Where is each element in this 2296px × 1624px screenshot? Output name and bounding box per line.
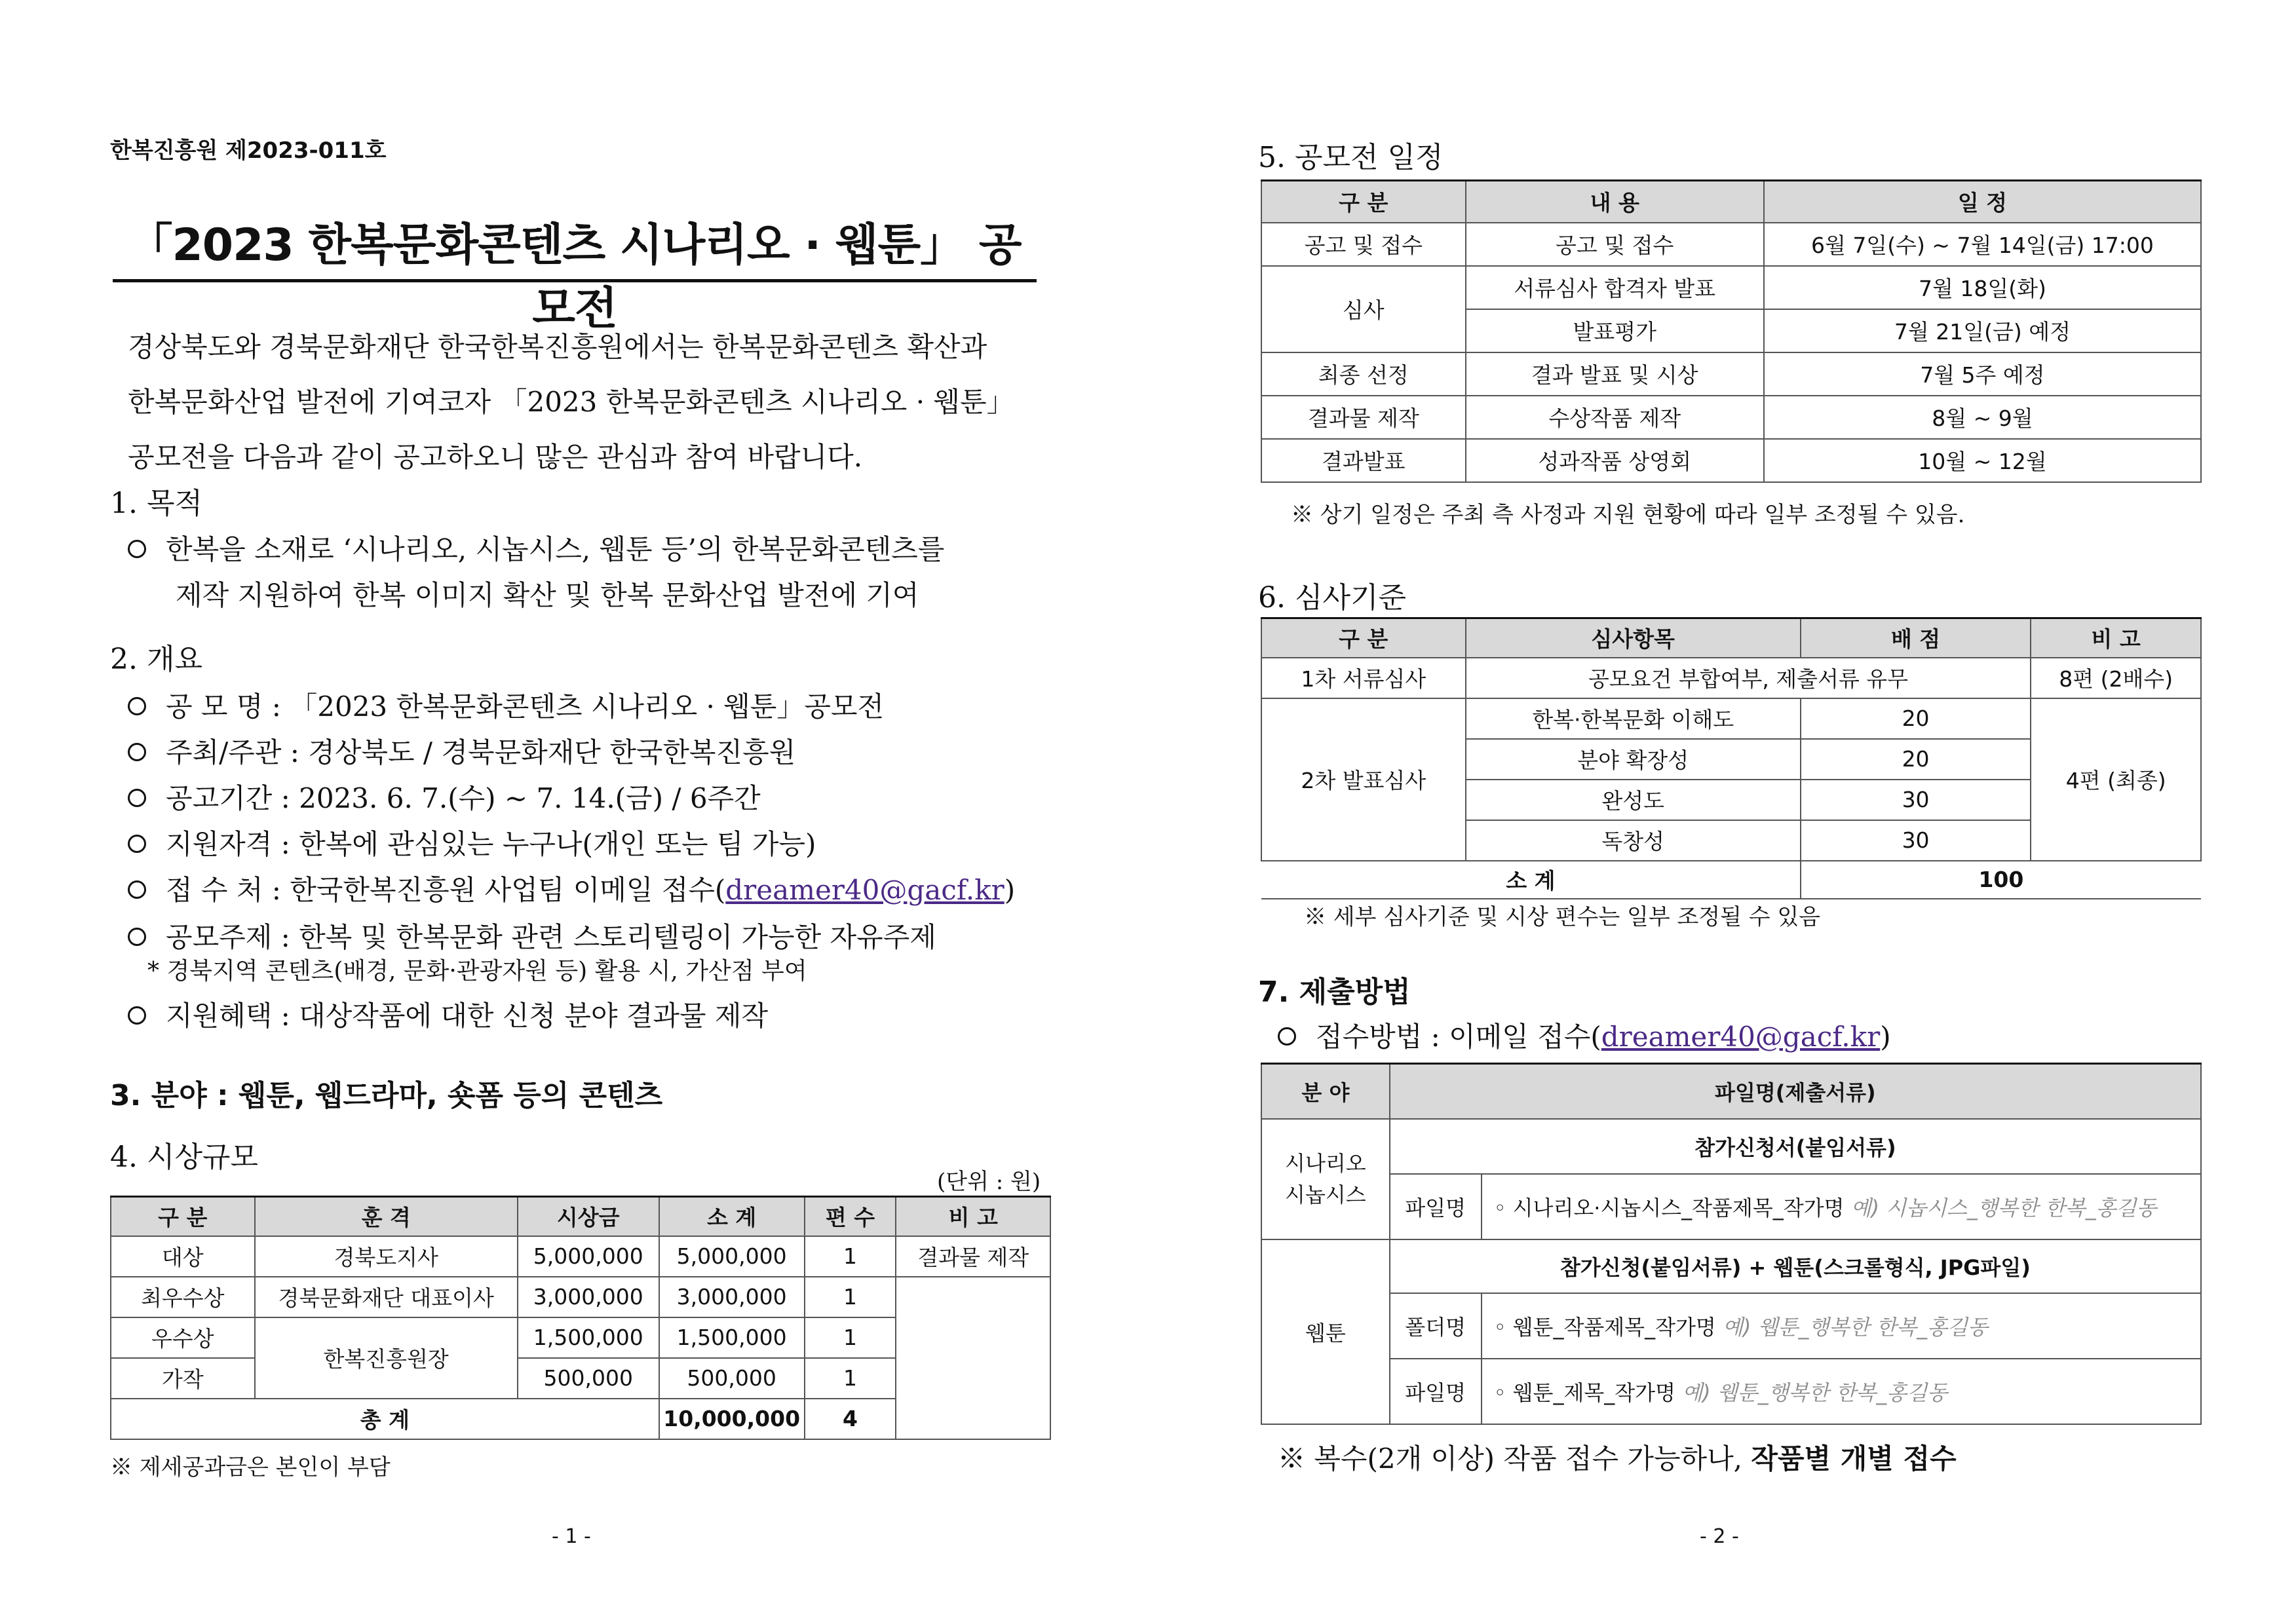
prize-table	[110, 1196, 1051, 1440]
prize-header: 시상금	[518, 1197, 659, 1236]
table-cell: 우수상	[111, 1317, 255, 1358]
table-row	[1261, 658, 2201, 698]
scenario-category: 시나리오 시놉시스	[1261, 1119, 1390, 1239]
table-cell: 대상	[111, 1236, 255, 1277]
overview-item-reception: 접 수 처 : 한국한복진흥원 사업팀 이메일 접수(dreamer40@gacf.kr)	[128, 869, 1015, 908]
schedule-header: 구 분	[1261, 181, 1466, 223]
circle-bullet-icon	[1278, 1027, 1296, 1046]
criteria-note: ※ 세부 심사기준 및 시상 편수는 일부 조정될 수 있음	[1304, 904, 1821, 930]
intro-line-2: 한복문화산업 발전에 기여코자 「2023 한복문화콘텐츠 시나리오 · 웹툰」	[128, 386, 1014, 418]
intro-line-3: 공모전을 다음과 같이 공고하오니 많은 관심과 참여 바랍니다.	[128, 441, 863, 473]
purpose-line-1: 한복을 소재로 ‘시나리오, 시놉시스, 웹툰 등’의 한복문화콘텐츠를	[128, 528, 944, 567]
overview-item: 주최/주관 : 경상북도 / 경북문화재단 한국한복진흥원	[128, 731, 795, 770]
criteria-header: 구 분	[1261, 618, 1466, 658]
total-row	[1261, 861, 2201, 899]
table-cell: 서류심사 합격자 발표	[1466, 266, 1764, 309]
total-label: 소 계	[1261, 861, 1801, 899]
criteria-header: 배 점	[1801, 618, 2031, 658]
table-cell: 3,000,000	[659, 1277, 805, 1317]
file-label: 파일명	[1390, 1359, 1482, 1424]
submission-method: 접수방법 : 이메일 접수(dreamer40@gacf.kr)	[1278, 1015, 1891, 1055]
table-cell: 심사	[1261, 266, 1466, 352]
table-cell: 완성도	[1466, 780, 1801, 820]
table-cell: 1차 서류심사	[1261, 658, 1466, 698]
circle-bullet-icon	[128, 743, 146, 761]
table-cell: 7월 21일(금) 예정	[1764, 309, 2201, 352]
table-row	[1261, 1174, 2201, 1239]
tax-note: ※ 제세공과금은 본인이 부담	[110, 1454, 391, 1481]
table-cell: 30	[1801, 780, 2031, 820]
overview-item: 지원자격 : 한복에 관심있는 누구나(개인 또는 팀 가능)	[128, 823, 816, 862]
submission-email-link[interactable]: dreamer40@gacf.kr	[1601, 1021, 1881, 1053]
table-cell: 8월 ~ 9월	[1764, 396, 2201, 439]
circle-bullet-icon	[128, 835, 146, 853]
table-cell: 한복진흥원장	[255, 1317, 518, 1399]
total-count: 4	[805, 1399, 896, 1439]
table-row	[111, 1277, 1050, 1317]
table-cell: 500,000	[659, 1358, 805, 1399]
table-cell: 5,000,000	[518, 1236, 659, 1277]
table-row	[111, 1236, 1050, 1277]
section-7-heading: 7. 제출방법	[1258, 975, 1411, 1009]
file-label: 파일명	[1390, 1174, 1482, 1239]
table-cell: 최종 선정	[1261, 352, 1466, 396]
webtoon-file-name: ◦ 웹툰_제목_작가명 예) 웹툰_행복한 한복_홍길동	[1482, 1359, 2201, 1424]
table-row	[1261, 698, 2201, 739]
page-number: - 1 -	[552, 1525, 591, 1548]
table-cell: 공고 및 접수	[1466, 223, 1764, 266]
webtoon-category: 웹툰	[1261, 1239, 1390, 1424]
table-cell: 1	[805, 1317, 896, 1358]
table-cell: 경북문화재단 대표이사	[255, 1277, 518, 1317]
example-text: 예) 시놉시스_행복한 한복_홍길동	[1850, 1195, 2157, 1220]
circle-bullet-icon	[128, 928, 146, 946]
table-cell: 공모요건 부합여부, 제출서류 유무	[1466, 658, 2031, 698]
circle-bullet-icon	[128, 880, 146, 899]
table-cell: 한복·한복문화 이해도	[1466, 698, 1801, 739]
circle-bullet-icon	[128, 1006, 146, 1025]
prize-header: 소 계	[659, 1197, 805, 1236]
page-title: 「2023 한복문화콘텐츠 시나리오 · 웹툰」 공모전	[128, 219, 1022, 335]
submission-header: 분 야	[1261, 1064, 1390, 1119]
table-row	[1261, 396, 2201, 439]
table-cell: 1	[805, 1277, 896, 1317]
section-2-heading: 2. 개요	[110, 643, 202, 676]
table-row	[1261, 352, 2201, 396]
document-number: 한복진흥원 제2023-011호	[110, 138, 387, 164]
purpose-line-2: 제작 지원하여 한복 이미지 확산 및 한복 문화산업 발전에 기여	[176, 579, 919, 611]
table-cell: 3,000,000	[518, 1277, 659, 1317]
schedule-table	[1261, 179, 2202, 483]
total-score: 100	[1801, 861, 2201, 899]
example-text: 예) 웹툰_행복한 한복_홍길동	[1723, 1314, 1988, 1340]
section-4-heading: 4. 시상규모	[110, 1141, 258, 1174]
webtoon-document: 참가신청(붙임서류) + 웹툰(스크롤형식, JPG파일)	[1390, 1239, 2201, 1293]
intro-line-1: 경상북도와 경북문화재단 한국한복진흥원에서는 한복문화콘텐츠 확산과	[128, 331, 987, 363]
submission-table	[1261, 1063, 2202, 1425]
table-cell: 최우수상	[111, 1277, 255, 1317]
criteria-header: 심사항목	[1466, 618, 1801, 658]
table-cell: 수상작품 제작	[1466, 396, 1764, 439]
table-row	[1261, 1119, 2201, 1174]
scenario-document: 참가신청서(붙임서류)	[1390, 1119, 2201, 1174]
title-underline	[113, 279, 1037, 282]
table-cell: 10월 ~ 12월	[1764, 439, 2201, 482]
schedule-note: ※ 상기 일정은 주최 측 사정과 지원 현황에 따라 일부 조정될 수 있음.	[1291, 502, 1965, 528]
table-cell: 공고 및 접수	[1261, 223, 1466, 266]
overview-item: 공 모 명 : 「2023 한복문화콘텐츠 시나리오 · 웹툰」공모전	[128, 685, 884, 725]
table-cell: 5,000,000	[659, 1236, 805, 1277]
table-cell: 경북도지사	[255, 1236, 518, 1277]
table-cell: 20	[1801, 698, 2031, 739]
table-cell: 결과물 제작	[1261, 396, 1466, 439]
table-cell: 결과 발표 및 시상	[1466, 352, 1764, 396]
section-5-heading: 5. 공모전 일정	[1258, 141, 1444, 174]
theme-note: * 경북지역 콘텐츠(배경, 문화·관광자원 등) 활용 시, 가산점 부여	[147, 958, 807, 985]
table-cell: 6월 7일(수) ~ 7월 14일(금) 17:00	[1764, 223, 2201, 266]
table-cell: 4편 (최종)	[2031, 698, 2201, 861]
reception-email-link[interactable]: dreamer40@gacf.kr	[725, 874, 1004, 906]
page-number: - 2 -	[1700, 1525, 1739, 1548]
table-cell: 발표평가	[1466, 309, 1764, 352]
table-cell: 결과물 제작	[896, 1236, 1050, 1277]
multiple-submission-note: ※ 복수(2개 이상) 작품 접수 가능하나, 작품별 개별 접수	[1278, 1443, 1957, 1475]
table-cell: 7월 18일(화)	[1764, 266, 2201, 309]
table-cell-empty	[896, 1277, 1050, 1439]
scenario-file-name: ◦ 시나리오·시놉시스_작품제목_작가명 예) 시놉시스_행복한 한복_홍길동	[1482, 1174, 2201, 1239]
folder-label: 폴더명	[1390, 1293, 1482, 1359]
table-cell: 2차 발표심사	[1261, 698, 1466, 861]
criteria-table	[1261, 617, 2202, 899]
table-row	[1261, 223, 2201, 266]
table-row	[1261, 266, 2201, 309]
table-cell: 결과발표	[1261, 439, 1466, 482]
section-6-heading: 6. 심사기준	[1258, 581, 1406, 614]
webtoon-folder-name: ◦ 웹툰_작품제목_작가명 예) 웹툰_행복한 한복_홍길동	[1482, 1293, 2201, 1359]
table-cell: 30	[1801, 820, 2031, 861]
table-cell: 성과작품 상영회	[1466, 439, 1764, 482]
prize-header: 비 고	[896, 1197, 1050, 1236]
table-row	[1261, 1239, 2201, 1293]
table-cell: 분야 확장성	[1466, 739, 1801, 780]
table-row	[1261, 439, 2201, 482]
circle-bullet-icon	[128, 789, 146, 807]
prize-header: 편 수	[805, 1197, 896, 1236]
table-cell: 1,500,000	[518, 1317, 659, 1358]
section-3-heading: 3. 분야 : 웹툰, 웹드라마, 숏폼 등의 콘텐츠	[110, 1079, 663, 1112]
overview-item: 지원혜택 : 대상작품에 대한 신청 분야 결과물 제작	[128, 994, 768, 1034]
table-cell: 1	[805, 1358, 896, 1399]
circle-bullet-icon	[128, 697, 146, 715]
criteria-header: 비 고	[2031, 618, 2201, 658]
submission-header: 파일명(제출서류)	[1390, 1064, 2201, 1119]
table-row	[1261, 1359, 2201, 1424]
overview-item: 공모주제 : 한복 및 한복문화 관련 스토리텔링이 가능한 자유주제	[128, 916, 936, 955]
table-cell: 500,000	[518, 1358, 659, 1399]
schedule-header: 일 정	[1764, 181, 2201, 223]
table-cell: 20	[1801, 739, 2031, 780]
table-cell: 독창성	[1466, 820, 1801, 861]
total-amount: 10,000,000	[659, 1399, 805, 1439]
table-cell: 8편 (2배수)	[2031, 658, 2201, 698]
table-row	[1261, 1293, 2201, 1359]
table-cell: 7월 5주 예정	[1764, 352, 2201, 396]
total-label: 총 계	[111, 1399, 659, 1439]
table-cell: 1	[805, 1236, 896, 1277]
table-cell: 1,500,000	[659, 1317, 805, 1358]
prize-header: 구 분	[111, 1197, 255, 1236]
example-text: 예) 웹툰_행복한 한복_홍길동	[1682, 1380, 1948, 1405]
section-1-heading: 1. 목적	[110, 487, 202, 520]
overview-item: 공고기간 : 2023. 6. 7.(수) ~ 7. 14.(금) / 6주간	[128, 777, 761, 816]
unit-label: (단위 : 원)	[937, 1169, 1041, 1195]
circle-bullet-icon	[128, 540, 146, 558]
prize-header: 훈 격	[255, 1197, 518, 1236]
schedule-header: 내 용	[1466, 181, 1764, 223]
table-cell: 가작	[111, 1358, 255, 1399]
